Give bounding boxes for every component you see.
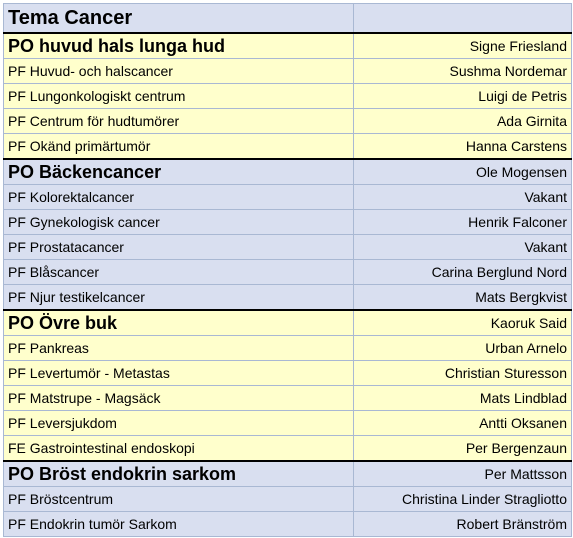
unit-name-cell[interactable]: PF Levertumör - Metastas (4, 361, 354, 386)
section-name-cell[interactable]: PO Övre buk (4, 310, 354, 336)
table-row (4, 84, 572, 109)
title-empty-cell[interactable] (354, 4, 572, 34)
person-cell[interactable]: Vakant (354, 185, 572, 210)
person-cell[interactable]: Per Bergenzaun (354, 436, 572, 462)
person-cell[interactable]: Signe Friesland (354, 33, 572, 59)
unit-name-cell[interactable]: PF Pankreas (4, 336, 354, 361)
person-cell[interactable]: Mats Lindblad (354, 386, 572, 411)
person-cell[interactable]: Henrik Falconer (354, 210, 572, 235)
table-row (4, 336, 572, 361)
unit-name-cell[interactable]: PF Kolorektalcancer (4, 185, 354, 210)
table-row (4, 59, 572, 84)
section-name-cell[interactable]: PO Bröst endokrin sarkom (4, 461, 354, 487)
section-row (4, 310, 572, 336)
unit-name-cell[interactable]: PF Njur testikelcancer (4, 285, 354, 311)
table-row (4, 285, 572, 311)
section-row (4, 159, 572, 185)
table-row (4, 109, 572, 134)
unit-name-cell[interactable]: PF Blåscancer (4, 260, 354, 285)
table-row (4, 260, 572, 285)
person-cell[interactable]: Hanna Carstens (354, 134, 572, 160)
person-cell[interactable]: Mats Bergkvist (354, 285, 572, 311)
title-cell[interactable]: Tema Cancer (4, 4, 354, 34)
person-cell[interactable]: Urban Arnelo (354, 336, 572, 361)
table-row (4, 411, 572, 436)
table-row (4, 436, 572, 462)
person-cell[interactable]: Antti Oksanen (354, 411, 572, 436)
cancer-table (3, 3, 572, 537)
person-cell[interactable]: Sushma Nordemar (354, 59, 572, 84)
section-name-cell[interactable]: PO Bäckencancer (4, 159, 354, 185)
table-row (4, 210, 572, 235)
unit-name-cell[interactable]: FE Gastrointestinal endoskopi (4, 436, 354, 462)
unit-name-cell[interactable]: PF Centrum för hudtumörer (4, 109, 354, 134)
section-row (4, 33, 572, 59)
table-row (4, 185, 572, 210)
person-cell[interactable]: Carina Berglund Nord (354, 260, 572, 285)
person-cell[interactable]: Per Mattsson (354, 461, 572, 487)
unit-name-cell[interactable]: PF Prostatacancer (4, 235, 354, 260)
unit-name-cell[interactable]: PF Matstrupe - Magsäck (4, 386, 354, 411)
person-cell[interactable]: Ada Girnita (354, 109, 572, 134)
unit-name-cell[interactable]: PF Huvud- och halscancer (4, 59, 354, 84)
person-cell[interactable]: Christian Sturesson (354, 361, 572, 386)
person-cell[interactable]: Robert Bränström (354, 512, 572, 537)
unit-name-cell[interactable]: PF Lungonkologiskt centrum (4, 84, 354, 109)
person-cell[interactable]: Luigi de Petris (354, 84, 572, 109)
section-row (4, 461, 572, 487)
table-row (4, 134, 572, 160)
table-row (4, 361, 572, 386)
person-cell[interactable]: Ole Mogensen (354, 159, 572, 185)
table-row (4, 235, 572, 260)
table-row (4, 386, 572, 411)
person-cell[interactable]: Vakant (354, 235, 572, 260)
section-name-cell[interactable]: PO huvud hals lunga hud (4, 33, 354, 59)
unit-name-cell[interactable]: PF Okänd primärtumör (4, 134, 354, 160)
person-cell[interactable]: Christina Linder Stragliotto (354, 487, 572, 512)
title-row (4, 4, 572, 34)
table-row (4, 487, 572, 512)
person-cell[interactable]: Kaoruk Said (354, 310, 572, 336)
unit-name-cell[interactable]: PF Gynekologisk cancer (4, 210, 354, 235)
table-row (4, 512, 572, 537)
unit-name-cell[interactable]: PF Bröstcentrum (4, 487, 354, 512)
unit-name-cell[interactable]: PF Endokrin tumör Sarkom (4, 512, 354, 537)
unit-name-cell[interactable]: PF Leversjukdom (4, 411, 354, 436)
